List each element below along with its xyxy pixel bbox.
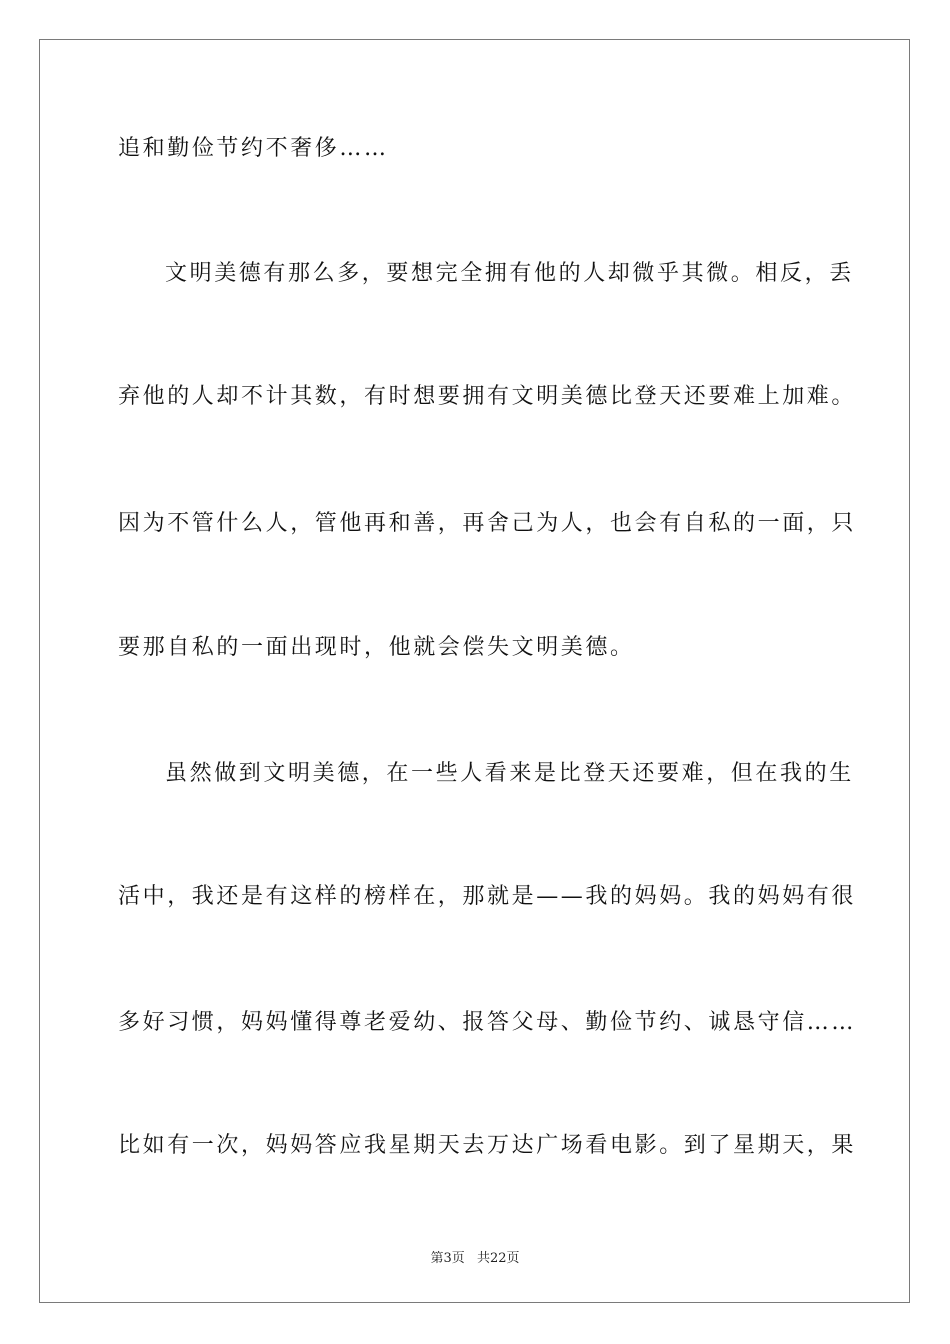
text-line: 活中，我还是有这样的榜样在，那就是——我的妈妈。我的妈妈有很 <box>118 884 857 909</box>
text-line: 多好习惯，妈妈懂得尊老爱幼、报答父母、勤俭节约、诚恳守信…… <box>118 1010 857 1035</box>
text-line: 弃他的人却不计其数，有时想要拥有文明美德比登天还要难上加难。 <box>118 384 857 409</box>
text-line: 要那自私的一面出现时，他就会偿失文明美德。 <box>118 635 635 660</box>
page-footer <box>0 1247 950 1266</box>
text-line: 因为不管什么人，管他再和善，再舍己为人，也会有自私的一面，只 <box>118 511 857 536</box>
text-line: 追和勤俭节约不奢侈…… <box>118 136 389 161</box>
text-line: 虽然做到文明美德，在一些人看来是比登天还要难，但在我的生 <box>165 761 854 786</box>
text-line: 比如有一次，妈妈答应我星期天去万达广场看电影。到了星期天，果 <box>118 1133 857 1158</box>
page-total: 共22页 <box>476 1251 520 1266</box>
page-number: 第3页 <box>430 1251 465 1266</box>
text-line: 文明美德有那么多，要想完全拥有他的人却微乎其微。相反，丢 <box>165 261 854 286</box>
page-border <box>39 39 910 1303</box>
